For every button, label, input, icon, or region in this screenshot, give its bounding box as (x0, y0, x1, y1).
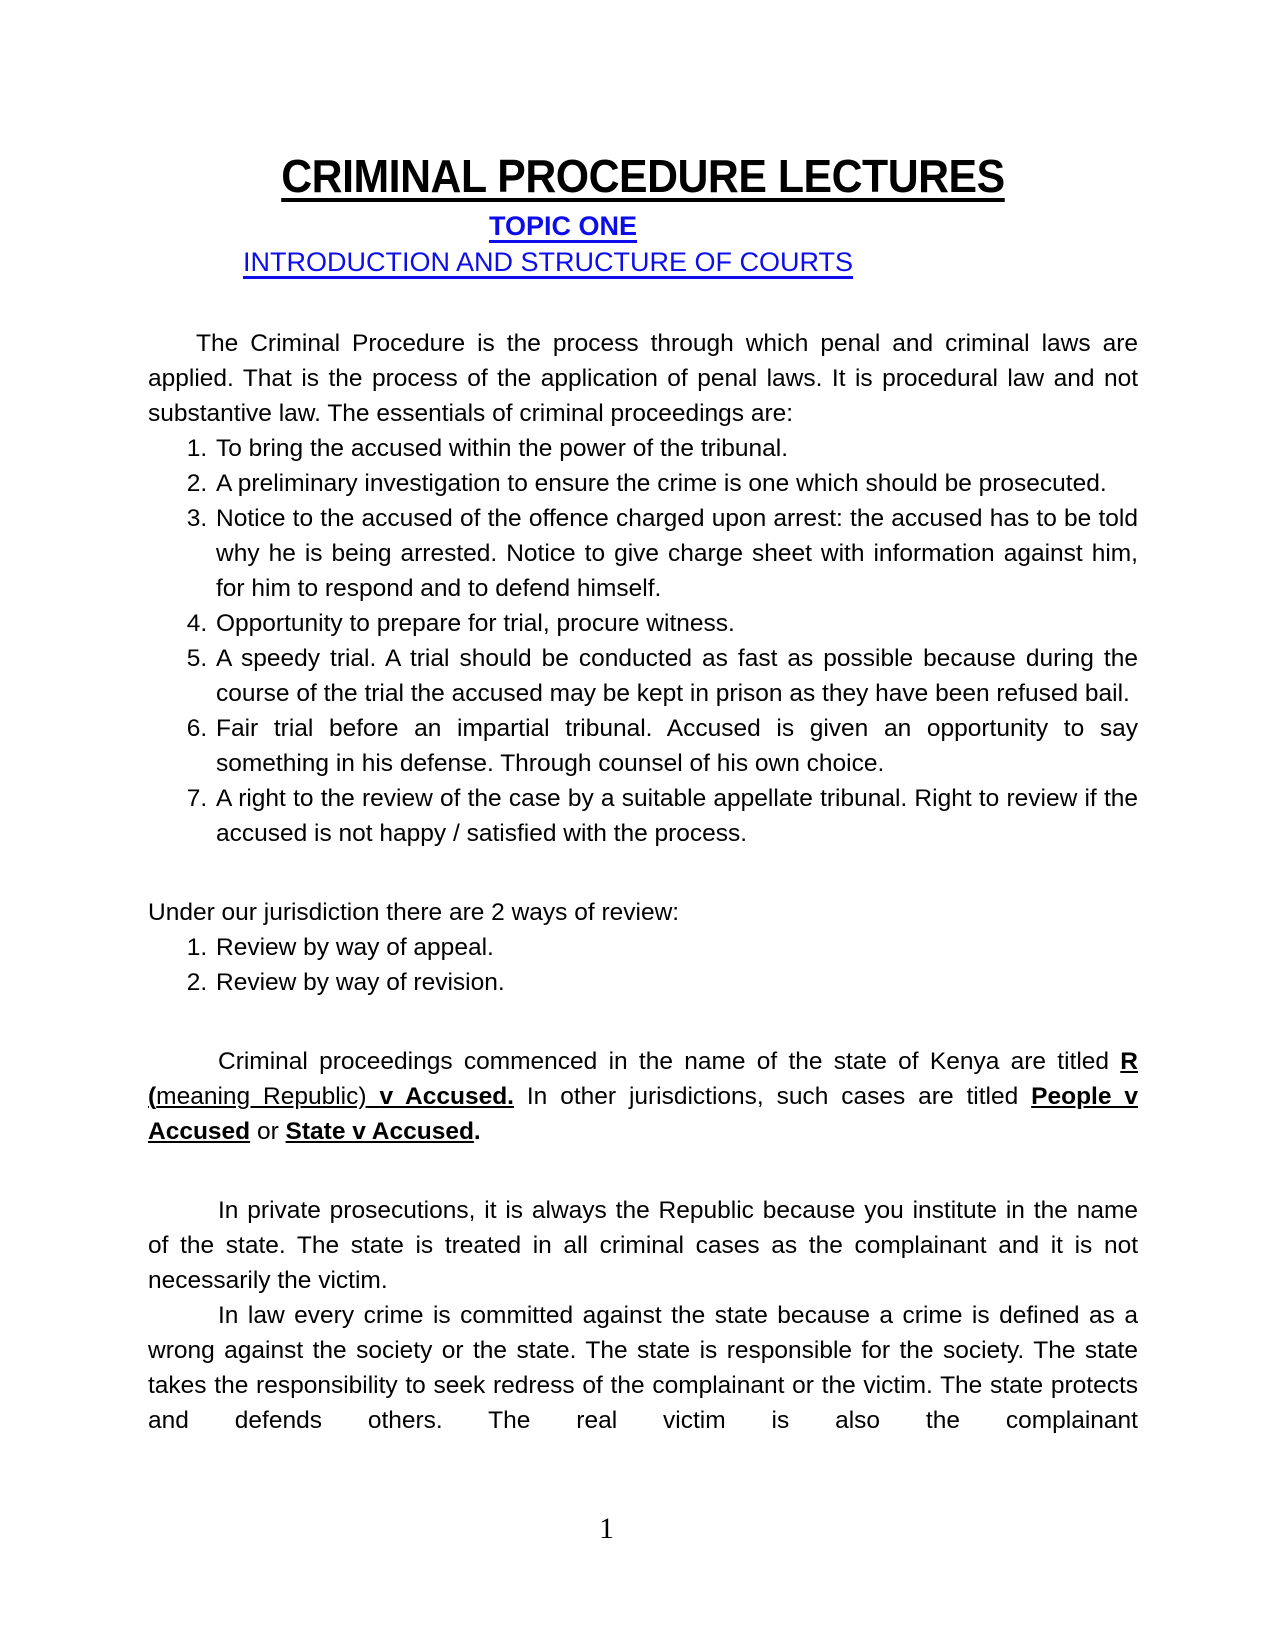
case-naming-paragraph (148, 1044, 1138, 1149)
text-segment: meaning Republic) (156, 1083, 380, 1110)
document-body (148, 326, 1138, 1438)
intro-paragraph: The Criminal Procedure is the process through which penal and criminal laws are applied. That is the process of the application of penal laws. It is procedural law and not substantive law. The essentials of criminal proceedings are: (148, 330, 1138, 427)
review-lead: Under our jurisdiction there are 2 ways of review: (148, 899, 680, 926)
list-item: 1. Review by way of appeal. (214, 930, 1138, 965)
list-item: 2. A preliminary investigation to ensure the crime is one which should be prosecuted. (214, 466, 1138, 501)
text-segment: v Accused. (379, 1083, 514, 1110)
text-segment: In other jurisdictions, such cases are titled (513, 1083, 1032, 1110)
section-heading: INTRODUCTION AND STRUCTURE OF COURTS (242, 247, 853, 277)
page-number (0, 1512, 1275, 1546)
text-segment: R ( (148, 1048, 1138, 1110)
text-segment: State v Accused (285, 1118, 474, 1145)
list-item: 4. Opportunity to prepare for trial, procure witness. (214, 606, 1138, 641)
list-item: 5. A speedy trial. A trial should be conducted as fast as possible because during the course of the trial the accused may be kept in prison as they have been refused bail. (214, 641, 1138, 711)
essentials-list (148, 431, 1138, 851)
list-item: 6. Fair trial before an impartial tribunal. Accused is given an opportunity to say something in his defense. Through counsel of his own choice. (214, 711, 1138, 781)
text-segment: or (250, 1118, 286, 1145)
list-item: 3. Notice to the accused of the offence charged upon arrest: the accused has to be told why he is being arrested. Notice to give charge sheet with information against him, for him to respond and to defend himself. (214, 501, 1138, 606)
text-segment: . (473, 1118, 481, 1145)
text-segment: Criminal proceedings commenced in the name of the state of Kenya are titled (218, 1048, 1121, 1075)
text-segment: People v Accused (148, 1083, 1138, 1145)
topic-heading: TOPIC ONE (488, 211, 638, 241)
private-prosecutions-paragraph: In private prosecutions, it is always the Republic because you institute in the name of the state. The state is treated in all criminal cases as the complainant and it is not necessarily the victim. (148, 1197, 1138, 1294)
document-title-text: CRIMINAL PROCEDURE LECTURES (281, 150, 1005, 202)
list-item: 7. A right to the review of the case by a suitable appellate tribunal. Right to review if the accused is not happy / satisfied with the process. (214, 781, 1138, 851)
review-ways-list (148, 930, 1138, 1000)
page-number-value: 1 (599, 1512, 614, 1545)
list-item: 2. Review by way of revision. (214, 965, 1138, 1000)
crime-against-state-paragraph: In law every crime is committed against the state because a crime is defined as a wrong against the society or the state. The state is responsible for the society. The state takes the responsibility to seek redress of the complainant or the victim. The state protects and defends others. The real victim is also the complainant (148, 1302, 1138, 1434)
document-title (148, 150, 1138, 202)
list-item: 1. To bring the accused within the power of the tribunal. (214, 431, 1138, 466)
